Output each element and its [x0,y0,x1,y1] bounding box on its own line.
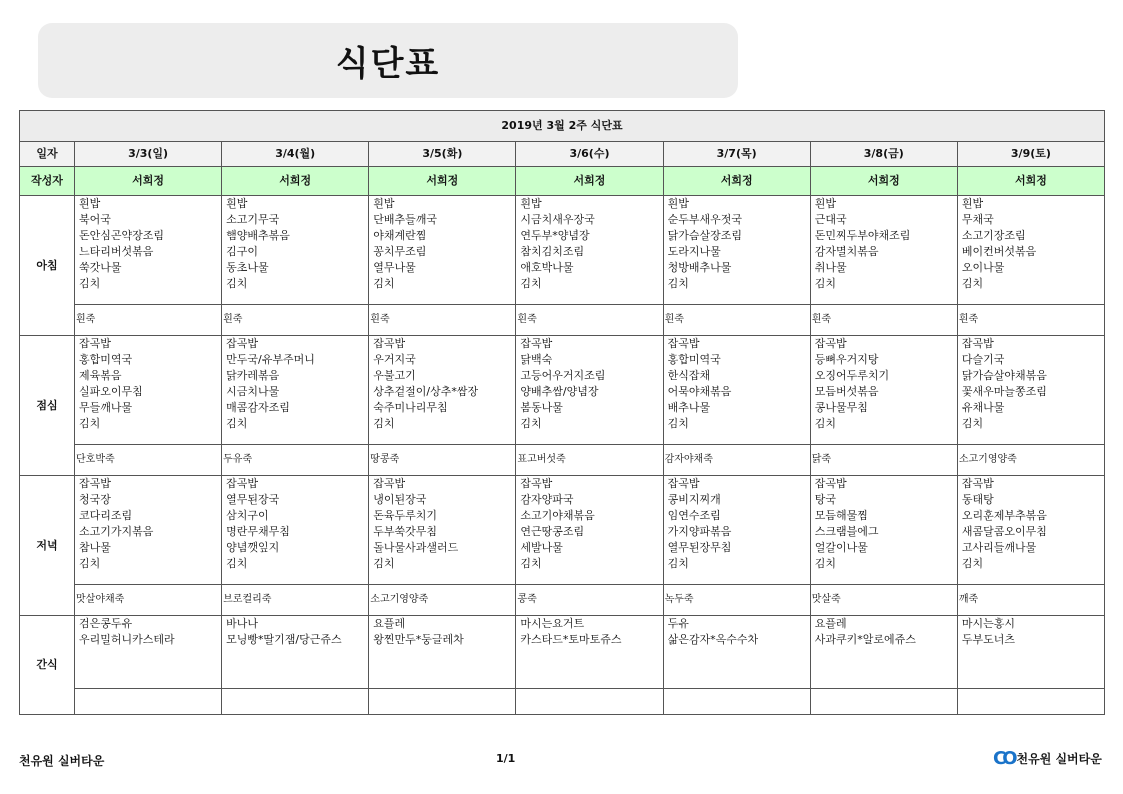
date-cell: 3/5(화) [369,142,516,167]
porridge-cell: 맛살야채죽 [75,585,222,616]
menu-item: 유채나물 [961,401,1005,414]
snack-items-cell [222,616,369,689]
menu-item: 순두부새우젓국 [667,213,742,226]
menu-item: 무들깨나물 [79,401,133,414]
porridge-cell: 표고버섯죽 [516,445,663,476]
porridge-row [20,305,1105,336]
menu-item: 잡곡밥 [373,337,406,350]
meal-items-cell [516,196,663,305]
porridge-cell: 닭죽 [810,445,957,476]
menu-item: 참치김치조림 [520,245,585,258]
menu-item: 김치 [814,417,836,430]
menu-item: 스크램블에그 [814,525,879,538]
author-cell: 서희정 [222,167,369,196]
date-cell: 3/4(월) [222,142,369,167]
menu-item: 청방배추나물 [667,261,732,274]
author-header: 작성자 [20,167,75,196]
menu-item: 다슬기국 [961,353,1005,366]
menu-item: 감자양파국 [520,493,574,506]
meal-items-cell [810,336,957,445]
logo-text: 천유원 실버타운 [1016,752,1102,766]
menu-item: 홍합미역국 [79,353,133,366]
menu-item: 도라지나물 [667,245,721,258]
menu-item: 어묵야채볶음 [667,385,732,398]
menu-item: 연두부*양념장 [520,229,590,242]
snack-item: 왕찐만두*둥글레차 [373,633,464,646]
menu-item: 등뼈우거지탕 [814,353,879,366]
page-title: 식단표 [335,44,441,84]
menu-item: 고등어우거지조림 [520,369,606,382]
snack-item: 두부도너츠 [961,633,1015,646]
porridge-cell: 소고기영양죽 [369,585,516,616]
snack-items-cell [957,616,1104,689]
menu-item: 탕국 [814,493,836,506]
empty-cell [222,689,369,715]
date-header: 일자 [20,142,75,167]
menu-item: 쑥갓나물 [79,261,122,274]
menu-item: 시금치새우장국 [520,213,595,226]
empty-cell [663,689,810,715]
menu-item: 햄양배추볶음 [226,229,290,242]
meal-row [20,336,1105,445]
menu-item: 새콤달콤오이무침 [961,525,1047,538]
meal-items-cell [957,476,1104,585]
menu-item: 김치 [961,417,984,430]
meal-items-cell [75,196,222,305]
date-cell: 3/6(수) [516,142,663,167]
menu-item: 닭가슴살야채볶음 [961,369,1047,382]
author-cell: 서희정 [810,167,957,196]
menu-item: 콩나물무침 [814,401,868,414]
menu-item: 임연수조림 [667,509,721,522]
menu-item: 콩비지찌개 [667,493,721,506]
snack-row [20,616,1105,689]
porridge-cell: 흰죽 [663,305,810,336]
author-cell: 서희정 [75,167,222,196]
snack-item: 사과쿠키*알로에쥬스 [814,633,916,646]
author-cell: 서희정 [369,167,516,196]
menu-item: 북어국 [79,213,111,226]
menu-item: 잡곡밥 [520,337,553,350]
porridge-cell: 깨죽 [957,585,1104,616]
menu-item: 야채계란찜 [373,229,427,242]
menu-item: 우불고기 [373,369,416,382]
author-cell: 서희정 [957,167,1104,196]
porridge-cell: 두유죽 [222,445,369,476]
empty-cell [810,689,957,715]
menu-item: 한식잡채 [667,369,711,382]
porridge-cell: 녹두죽 [663,585,810,616]
meal-row [20,476,1105,585]
menu-item: 취나물 [814,261,847,274]
footer-organization: 천유원 실버타운 [19,754,105,768]
menu-item: 열무된장국 [226,493,280,506]
menu-item: 봄동나물 [520,401,563,414]
snack-items-cell [810,616,957,689]
menu-item: 김치 [226,417,248,430]
menu-item: 소고기무국 [226,213,280,226]
menu-item: 제육볶음 [79,369,122,382]
menu-item: 상추겉절이/상추*쌈장 [373,385,479,398]
snack-extra-row [20,689,1105,715]
menu-item: 돈안심곤약장조림 [79,229,165,242]
menu-item: 김치 [667,277,689,290]
menu-item: 꽁치무조림 [373,245,427,258]
menu-item: 김치 [520,277,542,290]
menu-item: 흰밥 [226,197,248,210]
meal-items-cell [663,196,810,305]
meal-items-cell [222,476,369,585]
menu-item: 고사리들깨나물 [961,541,1037,554]
snack-item: 요플레 [373,617,406,630]
meal-items-cell [663,476,810,585]
snack-item: 바나나 [226,617,259,630]
snack-items-cell [516,616,663,689]
menu-item: 애호박나물 [520,261,574,274]
menu-item: 얼갈이나물 [814,541,868,554]
menu-item: 흰밥 [667,197,689,210]
menu-item: 김치 [667,417,689,430]
menu-item: 소고기가지볶음 [79,525,154,538]
menu-item: 소고기장조림 [961,229,1026,242]
porridge-cell: 소고기영양죽 [957,445,1104,476]
porridge-row [20,445,1105,476]
menu-item: 감자멸치볶음 [814,245,879,258]
menu-item: 김치 [226,557,248,570]
snack-item: 삶은감자*옥수수차 [667,633,759,646]
menu-item: 잡곡밥 [961,337,994,350]
menu-item: 돈민찌두부야채조림 [814,229,911,242]
menu-item: 베이컨버섯볶음 [961,245,1037,258]
menu-item: 닭카레볶음 [226,369,280,382]
porridge-row [20,585,1105,616]
meal-row [20,196,1105,305]
snack-item: 두유 [667,617,689,630]
empty-cell [369,689,516,715]
menu-item: 동태탕 [961,493,994,506]
menu-item: 우거지국 [373,353,416,366]
menu-item: 명란무채무침 [226,525,290,538]
menu-item: 실파오이무침 [79,385,143,398]
date-cell: 3/9(토) [957,142,1104,167]
menu-item: 오리훈제부추볶음 [961,509,1047,522]
title-banner [38,23,738,98]
menu-item: 양배추쌈/양념장 [520,385,599,398]
menu-item: 잡곡밥 [961,477,994,490]
snack-item: 카스타드*토마토쥬스 [520,633,622,646]
logo-icon: CO [993,748,1014,769]
menu-item: 김치 [373,277,395,290]
meal-label: 점심 [20,336,75,476]
porridge-cell: 맛살죽 [810,585,957,616]
menu-item: 홍합미역국 [667,353,721,366]
menu-item: 닭백숙 [520,353,553,366]
menu-item: 무채국 [961,213,994,226]
menu-item: 청국장 [79,493,111,506]
menu-item: 잡곡밥 [814,477,847,490]
menu-item: 돈육두루치기 [373,509,438,522]
menu-item: 잡곡밥 [520,477,553,490]
menu-item: 흰밥 [373,197,395,210]
snack-label: 간식 [20,616,75,715]
author-cell: 서희정 [663,167,810,196]
menu-item: 숙주미나리무침 [373,401,448,414]
author-cell: 서희정 [516,167,663,196]
menu-item: 시금치나물 [226,385,280,398]
menu-item: 잡곡밥 [226,477,259,490]
porridge-cell: 흰죽 [516,305,663,336]
table-caption: 2019년 3월 2주 식단표 [20,111,1105,142]
snack-item: 마시는홍시 [961,617,1015,630]
snack-item: 마시는요거트 [520,617,585,630]
menu-item: 단배추들깨국 [373,213,438,226]
menu-item: 닭가슴살장조림 [667,229,742,242]
menu-item: 돌나물사과샐러드 [373,541,459,554]
porridge-cell: 흰죽 [957,305,1104,336]
menu-item: 흰밥 [79,197,101,210]
menu-item: 두부쑥갓무침 [373,525,438,538]
meal-label: 아침 [20,196,75,336]
menu-item: 모듬버섯볶음 [814,385,879,398]
menu-item: 참나물 [79,541,111,554]
menu-item: 김구이 [226,245,259,258]
snack-item: 요플레 [814,617,847,630]
meal-items-cell [369,196,516,305]
date-cell: 3/3(일) [75,142,222,167]
menu-item: 김치 [814,277,836,290]
menu-item: 김치 [373,557,395,570]
empty-cell [516,689,663,715]
page-number: 1/1 [496,752,516,765]
menu-item: 김치 [520,557,542,570]
menu-item: 오이나물 [961,261,1005,274]
menu-item: 흰밥 [961,197,984,210]
meal-items-cell [957,196,1104,305]
meal-items-cell [516,336,663,445]
organization-logo [993,748,1102,769]
menu-item: 잡곡밥 [667,337,700,350]
menu-item: 가지양파볶음 [667,525,732,538]
menu-table [19,110,1105,715]
meal-items-cell [810,196,957,305]
menu-item: 느타리버섯볶음 [79,245,154,258]
menu-item: 김치 [667,557,689,570]
meal-items-cell [663,336,810,445]
meal-label: 저녁 [20,476,75,616]
snack-items-cell [663,616,810,689]
menu-item: 김치 [961,557,984,570]
menu-item: 잡곡밥 [667,477,700,490]
date-cell: 3/7(목) [663,142,810,167]
snack-item: 검은콩두유 [79,617,133,630]
meal-items-cell [516,476,663,585]
snack-items-cell [75,616,222,689]
menu-item: 잡곡밥 [373,477,406,490]
menu-item: 모듬해물찜 [814,509,868,522]
meal-items-cell [810,476,957,585]
meal-items-cell [75,336,222,445]
empty-cell [957,689,1104,715]
snack-item: 우리밀허니카스테라 [79,633,175,646]
menu-item: 열무된장무침 [667,541,732,554]
menu-item: 코다리조림 [79,509,133,522]
menu-item: 세발나물 [520,541,563,554]
meal-items-cell [957,336,1104,445]
porridge-cell: 흰죽 [810,305,957,336]
meal-items-cell [222,336,369,445]
meal-items-cell [369,476,516,585]
menu-item: 열무나물 [373,261,416,274]
menu-item: 매콤감자조림 [226,401,290,414]
porridge-cell: 흰죽 [75,305,222,336]
menu-item: 흰밥 [814,197,836,210]
meal-items-cell [369,336,516,445]
porridge-cell: 땅콩죽 [369,445,516,476]
snack-item: 모닝빵*딸기잼/당근쥬스 [226,633,342,646]
meal-items-cell [75,476,222,585]
porridge-cell: 콩죽 [516,585,663,616]
menu-item: 흰밥 [520,197,542,210]
menu-item: 오징어두루치기 [814,369,890,382]
menu-item: 김치 [520,417,542,430]
porridge-cell: 브로컬리죽 [222,585,369,616]
menu-item: 양념깻잎지 [226,541,280,554]
meal-items-cell [222,196,369,305]
menu-item: 동초나물 [226,261,269,274]
menu-item: 김치 [814,557,836,570]
menu-item: 김치 [373,417,395,430]
menu-item: 근대국 [814,213,847,226]
menu-item: 김치 [79,277,101,290]
menu-item: 냉이된장국 [373,493,427,506]
menu-item: 소고기야채볶음 [520,509,595,522]
menu-item: 김치 [79,557,101,570]
menu-item: 잡곡밥 [814,337,847,350]
menu-item: 꽃새우마늘쫑조림 [961,385,1047,398]
menu-item: 김치 [226,277,248,290]
porridge-cell: 감자야채죽 [663,445,810,476]
menu-item: 김치 [79,417,101,430]
menu-item: 잡곡밥 [226,337,259,350]
snack-items-cell [369,616,516,689]
menu-item: 삼치구이 [226,509,269,522]
empty-cell [75,689,222,715]
menu-item: 만두국/유부주머니 [226,353,315,366]
porridge-cell: 흰죽 [369,305,516,336]
porridge-cell: 단호박죽 [75,445,222,476]
menu-item: 잡곡밥 [79,477,111,490]
menu-item: 배추나물 [667,401,711,414]
menu-item: 연근땅콩조림 [520,525,585,538]
menu-item: 김치 [961,277,984,290]
date-cell: 3/8(금) [810,142,957,167]
menu-item: 잡곡밥 [79,337,111,350]
porridge-cell: 흰죽 [222,305,369,336]
